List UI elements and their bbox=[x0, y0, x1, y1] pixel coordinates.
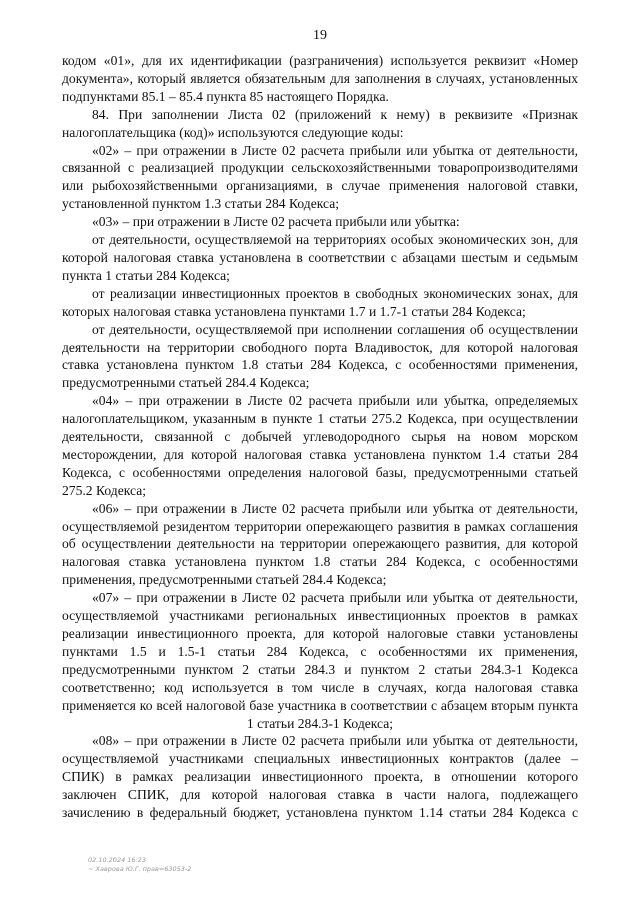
text-line: от деятельности, осуществляемой на территориях особых экономических зон, для bbox=[92, 232, 578, 248]
text-line: которых налоговая ставка установлена пунктами 1.7 и 1.7-1 статьи 284 Кодекса; bbox=[62, 303, 526, 319]
text-line: «03» – при отражении в Листе 02 расчета прибыли или убытка: bbox=[92, 214, 460, 230]
text-line: установленной пунктом 1.3 статьи 284 Кодекса; bbox=[62, 196, 340, 212]
text-line: пункта 1 статьи 284 Кодекса; bbox=[62, 267, 230, 283]
text-line: налогоплательщиком, указанным в пункте 1 статьи 275.2 Кодекса, при осуществлении bbox=[62, 411, 578, 427]
text-line: применяется ко всей налоговой базе участника в соответствии с абзацем вторым пункта bbox=[62, 697, 578, 713]
text-line: осуществляемой участниками специальных инвестиционных контрактов (далее – bbox=[62, 751, 578, 767]
text-line: 1 статьи 284.3-1 Кодекса; bbox=[246, 715, 394, 731]
text-line: ставка установлена пунктом 1.8 статьи 284 Кодекса, с особенностями применения, bbox=[62, 357, 578, 373]
text-line: осуществляемой участниками региональных инвестиционных проектов в рамках bbox=[62, 608, 578, 624]
text-line: зачислению в федеральный бюджет, установлена пунктом 1.14 статьи 284 Кодекса с bbox=[62, 805, 578, 821]
text-line: деятельности на территории свободного порта Владивосток, для которой налоговая bbox=[62, 339, 578, 355]
page-number: 19 bbox=[313, 28, 327, 43]
text-line: пунктами 1.5 и 1.5-1 статьи 284 Кодекса, с особенностями их применения, bbox=[62, 643, 578, 659]
text-line: СПИК) в рамках реализации инвестиционного проекта, в отношении которого bbox=[62, 769, 578, 785]
text-line: 84. При заполнении Листа 02 (приложений к нему) в реквизите «Признак bbox=[92, 106, 578, 122]
text-line: налоговая ставка установлена пунктом 1.8 статьи 284 Кодекса, с особенностями bbox=[62, 554, 578, 570]
print-stamp-author: ~ Хаврова Ю.Г. прав=63053-2 bbox=[88, 865, 192, 873]
text-line: или рыбохозяйственными организациями, в случае применения налоговой ставки, bbox=[62, 178, 578, 194]
text-line: подпунктами 85.1 – 85.4 пункта 85 настоящего Порядка. bbox=[62, 88, 389, 104]
text-line: «04» – при отражении в Листе 02 расчета прибыли или убытка, определяемых bbox=[92, 393, 578, 409]
text-line: от реализации инвестиционных проектов в свободных экономических зонах, для bbox=[92, 285, 578, 301]
text-line: деятельности, связанной с добычей углеводородного сырья на новом морском bbox=[62, 429, 578, 445]
text-line: «02» – при отражении в Листе 02 расчета прибыли или убытка от деятельности, bbox=[92, 142, 578, 158]
text-line: заключен СПИК, для которой налоговая ставка в части налога, подлежащего bbox=[62, 787, 578, 803]
text-line: соответственно; код используется в том числе в случаях, когда налоговая ставка bbox=[62, 679, 578, 695]
document-body bbox=[62, 52, 578, 822]
text-line: месторождении, для которой налоговая ставка установлена пунктом 1.4 статьи 284 bbox=[62, 446, 578, 462]
text-line: «07» – при отражении в Листе 02 расчета прибыли или убытка от деятельности, bbox=[92, 590, 578, 606]
text-line: «06» – при отражении в Листе 02 расчета прибыли или убытка от деятельности, bbox=[92, 500, 578, 516]
text-line: предусмотренными пунктом 2 статьи 284.3 и пунктом 2 статьи 284.3-1 Кодекса bbox=[62, 661, 578, 677]
text-line: «08» – при отражении в Листе 02 расчета прибыли или убытка от деятельности, bbox=[92, 733, 578, 749]
text-line: связанной с реализацией продукции сельскохозяйственными товаропроизводителями bbox=[62, 160, 578, 176]
text-line: применения, предусмотренными статьей 284.4 Кодекса; bbox=[62, 572, 387, 588]
text-line: об осуществлении деятельности на территории опережающего развития, для которой bbox=[62, 536, 578, 552]
text-line: предусмотренными статьей 284.4 Кодекса; bbox=[62, 375, 310, 391]
text-line: которой налоговая ставка установлена в соответствии с абзацами шестым и седьмым bbox=[62, 249, 578, 265]
text-line: Кодекса, с особенностями определения налоговой базы, предусмотренными статьей bbox=[62, 464, 578, 480]
text-line: 275.2 Кодекса; bbox=[62, 482, 147, 498]
text-line: документа», который является обязательным для заполнения в случаях, установленных bbox=[62, 70, 578, 86]
print-stamp bbox=[88, 856, 191, 874]
text-line: кодом «01», для их идентификации (разграничения) используется реквизит «Номер bbox=[62, 53, 578, 68]
text-line: от деятельности, осуществляемой при исполнении соглашения об осуществлении bbox=[92, 321, 578, 337]
print-stamp-date: 02.10.2024 16:23 bbox=[88, 856, 147, 864]
text-line: реализации инвестиционного проекта, для которой налоговые ставки установлены bbox=[62, 626, 578, 641]
text-line: осуществляемой резидентом территории опережающего развития в рамках соглашения bbox=[62, 518, 578, 534]
text-line: налогоплательщика (код)» используются следующие коды: bbox=[62, 124, 404, 140]
